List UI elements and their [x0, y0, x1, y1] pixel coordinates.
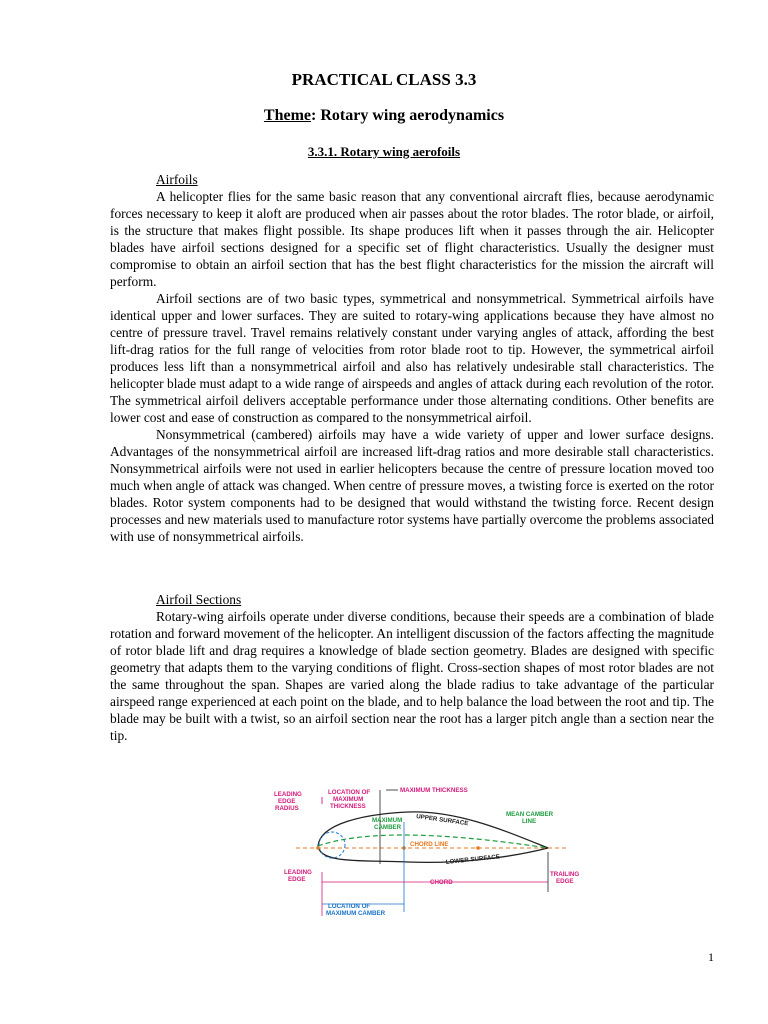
airfoils-subheading: Airfoils [156, 172, 198, 187]
label-leading-edge: LEADING EDGE [284, 869, 312, 883]
airfoils-block [110, 171, 714, 545]
label-leading-edge-radius: LEADING EDGE RADIUS [274, 791, 302, 812]
airfoils-paragraph-3: Nonsymmetrical (cambered) airfoils may have a wide variety of upper and lower surface designs. Advantages of the nonsymmetrical airfoil are increased lift-drag ratios and more desirable stall characteristics. Nonsymmetrical airfoils were not used in earlier helicopters because the centre of pressure location moved too much when angle of attack was changed. When centre of pressure moves, a twisting force is exerted on the rotor blades. Rotor system components had to be designed that would withstand the twisting force. Recent design processes and new materials used to manufacture rotor systems have partially overcome the problems associated with use of nonsymmetrical airfoils. [110, 427, 714, 544]
theme-heading [0, 107, 768, 125]
airfoils-paragraph-2: Airfoil sections are of two basic types, symmetrical and nonsymmetrical. Symmetrical airfoils have identical upper and lower surfaces. They are suited to rotary-wing applications because they have almost no centre of pressure travel. Travel remains relatively constant under varying angles of attack, affording the best lift-drag ratios for the full range of velocities from rotor blade root to tip. However, the symmetrical airfoil produces less lift than a nonsymmetrical airfoil and also has relatively undesirable stall characteristics. The helicopter blade must adapt to a wide range of airspeeds and angles of attack during each revolution of the rotor. The symmetrical airfoil delivers acceptable performance under those alternating conditions. Other benefits are lower cost and ease of construction as compared to the nonsymmetrical airfoil. [110, 291, 714, 425]
airfoil-sections-subheading: Airfoil Sections [156, 592, 242, 607]
label-maximum-thickness: MAXIMUM THICKNESS [400, 787, 468, 794]
airfoil-diagram [268, 782, 592, 922]
chord-point-rear [476, 846, 480, 850]
page-number: 1 [708, 950, 714, 964]
label-mean-camber-line: MEAN CAMBER LINE [506, 811, 554, 825]
label-location-max-thickness: LOCATION OF MAXIMUM THICKNESS [328, 789, 371, 810]
label-location-max-camber: LOCATION OF MAXIMUM CAMBER [326, 903, 386, 917]
chord-point-front [316, 846, 320, 850]
section-heading: 3.3.1. Rotary wing aerofoils [307, 144, 461, 159]
label-upper-surface: UPPER SURFACE [415, 813, 469, 828]
label-chord-line: CHORD LINE [410, 841, 449, 848]
theme-text: : Rotary wing aerodynamics [311, 107, 505, 124]
leading-edge-radius-circle [319, 832, 345, 858]
label-chord: CHORD [430, 879, 453, 886]
label-trailing-edge: TRAILING EDGE [550, 871, 580, 885]
airfoil-sections-paragraph-1: Rotary-wing airfoils operate under diverse conditions, because their speeds are a combination of blade rotation and forward movement of the helicopter. An intelligent discussion of the factors affecting the magnitude of rotor blade lift and drag requires a knowledge of blade section geometry. Blades are designed with specific geometry that adapts them to the varying conditions of flight. Cross-section shapes of most rotor blades are not the same throughout the span. Shapes are varied along the blade radius to take advantage of the particular airspeed range experienced at each point on the blade, and to help balance the load between the root and tip. The blade may be built with a twist, so an airfoil section near the root has a larger pitch angle than a section near the tip. [110, 609, 714, 743]
airfoils-paragraph-1: A helicopter flies for the same basic reason that any conventional aircraft flies, because aerodynamic forces necessary to keep it aloft are produced when air passes about the rotor blades. The rotor blade, or airfoil, is the structure that makes flight possible. Its shape produces lift when it passes through the air. Helicopter blades have airfoil sections designed for a specific set of flight characteristics. Usually the designer must compromise to obtain an airfoil section that has the best flight characteristics for the mission the aircraft will perform. [110, 189, 714, 289]
page-title: PRACTICAL CLASS 3.3 [291, 70, 477, 89]
airfoil-sections-block [110, 591, 714, 744]
label-lower-surface: LOWER SURFACE [445, 853, 501, 866]
label-maximum-camber: MAXIMUM CAMBER [372, 817, 403, 831]
theme-label: Theme [263, 107, 312, 124]
